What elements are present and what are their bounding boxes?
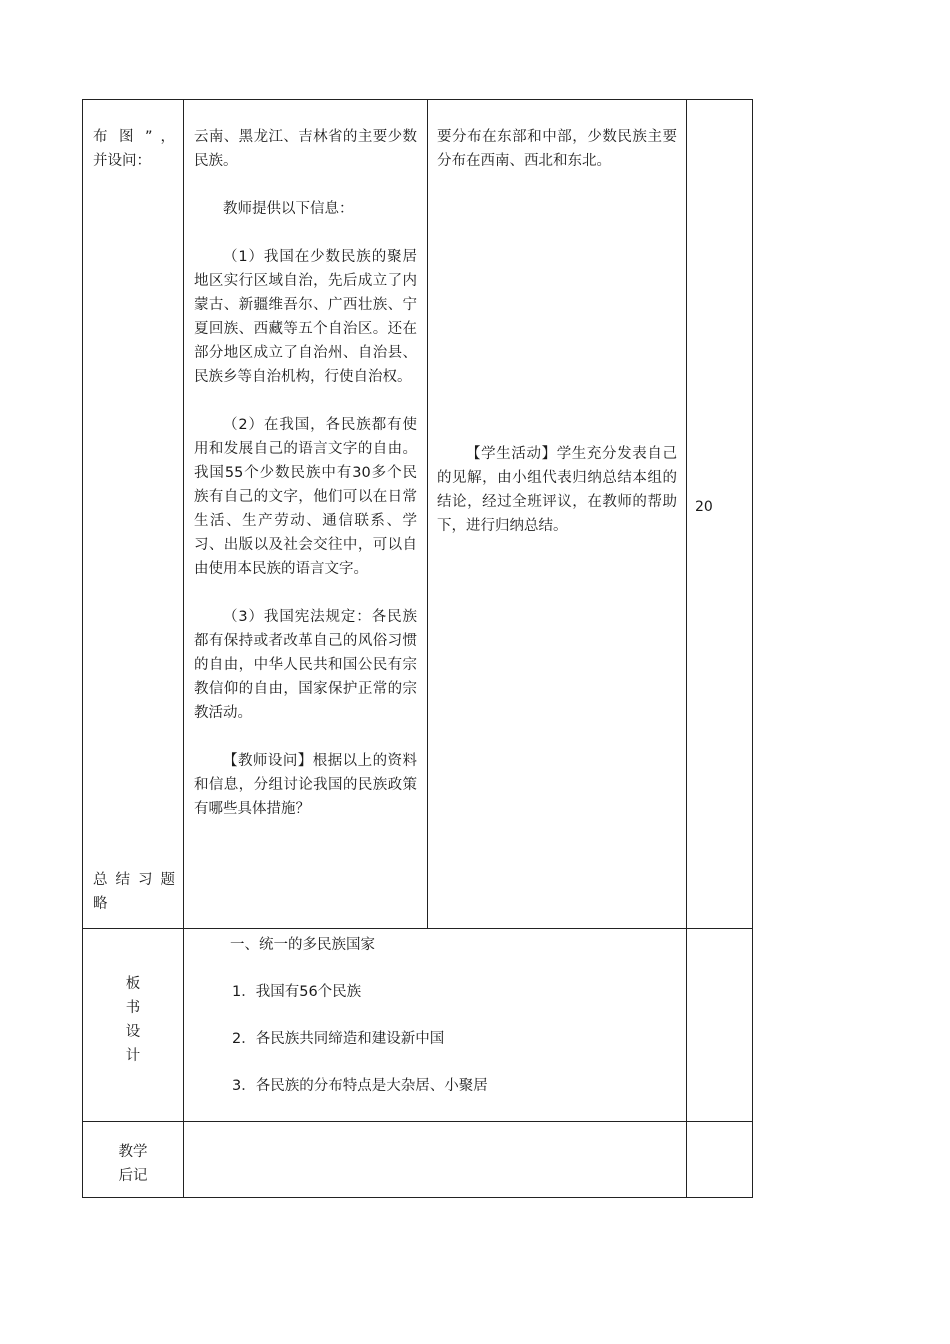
postscript-content-cell [184,1122,687,1198]
teacher-paragraph: （2）在我国，各民族都有使用和发展自己的语言文字的自由。我国55个少数民族中有30多个民族有自己的文字，他们可以在日常生活、生产劳动、通信联系、学习、出版以及社会交往中，可以自由使用本民族的语言文字。 [194,417,417,577]
teacher-paragraph: 【教师设问】根据以上的资料和信息，分组讨论我国的民族政策有哪些具体措施？ [194,753,417,817]
postscript-label-cell [83,1122,184,1198]
student-activity-cell [428,100,687,929]
postscript-label-line: 教学 [118,1144,148,1160]
board-label-char: 板 [125,976,141,992]
board-time-cell [687,929,753,1122]
teacher-paragraph: 云南、黑龙江、吉林省的主要少数民族。 [194,129,417,169]
postscript-row [83,1122,753,1198]
board-design-row [83,929,753,1122]
board-label-char: 书 [125,1000,141,1016]
board-label-char: 计 [125,1048,141,1064]
board-label-char: 设 [125,1024,141,1040]
step-label-line: 略 [93,896,108,912]
step-label-bottom [93,868,175,916]
student-activity-paragraph: 【学生活动】学生充分发表自己的见解，由小组代表归纳总结本组的结论，经过全班评议，在教师的帮助下，进行归纳总结。 [437,446,677,534]
activity-row [83,100,753,929]
teacher-paragraph: 教师提供以下信息： [223,201,354,217]
postscript-time-cell [687,1122,753,1198]
time-cell [687,100,753,929]
step-cell [83,100,184,929]
board-item: 1．我国有56个民族 [232,984,362,1000]
teacher-activity-cell [184,100,428,929]
step-label-top [93,125,175,173]
step-label-line: 并设问： [93,153,151,169]
teacher-paragraph: （3）我国宪法规定：各民族都有保持或者改革自己的风俗习惯的自由，中华人民共和国公民有宗教信仰的自由，国家保护正常的宗教活动。 [194,609,417,721]
board-content-cell [184,929,687,1122]
student-paragraph: 要分布在东部和中部，少数民族主要分布在西南、西北和东北。 [437,129,677,169]
step-label-line: 总 结 习 题 [93,872,175,888]
board-label-cell [83,929,184,1122]
board-item: 3．各民族的分布特点是大杂居、小聚居 [232,1078,488,1094]
teacher-paragraph: （1）我国在少数民族的聚居地区实行区域自治，先后成立了内蒙古、新疆维吾尔、广西壮族、宁夏回族、西藏等五个自治区。还在部分地区成立了自治州、自治县、民族乡等自治机构，行使自治权。 [194,249,417,385]
step-label-line: 布 图 ” ， [93,129,175,145]
board-heading: 一、统一的多民族国家 [230,937,375,953]
lesson-plan-table [82,99,753,1198]
minutes-value: 20 [695,499,713,515]
board-item: 2．各民族共同缔造和建设新中国 [232,1031,445,1047]
postscript-label-line: 后记 [118,1168,148,1184]
